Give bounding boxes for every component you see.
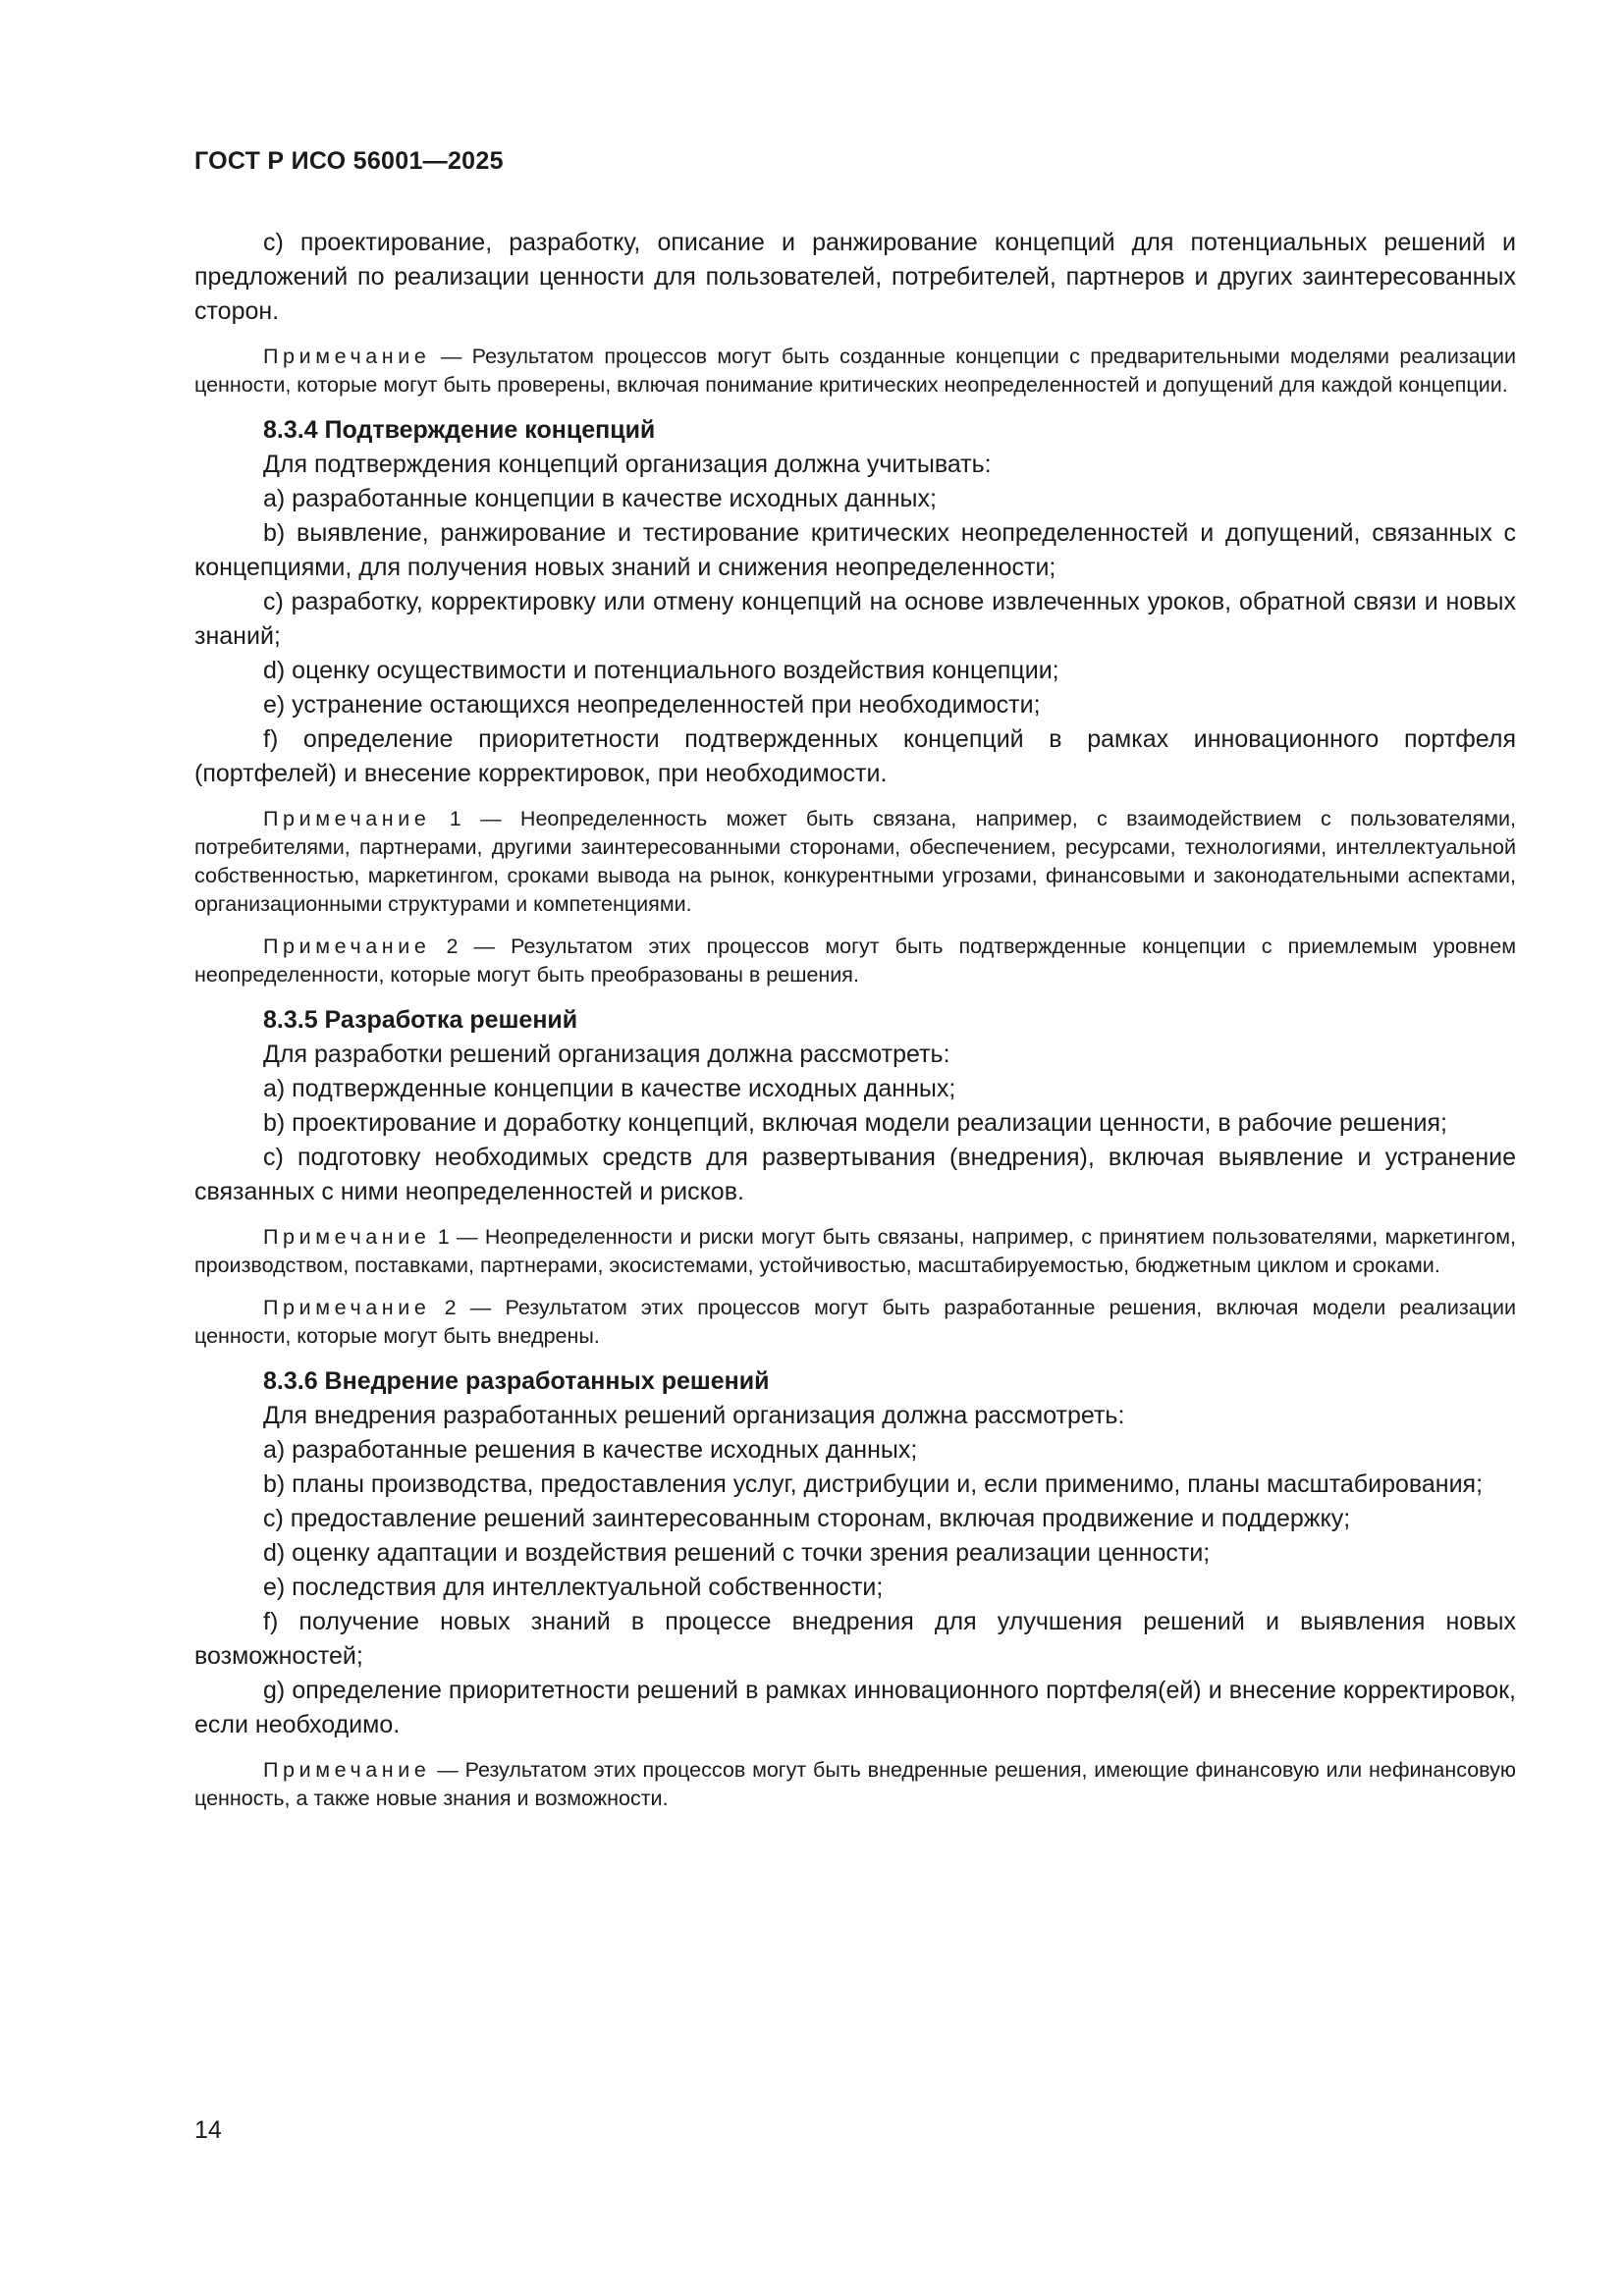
- list-item: e) последствия для интеллектуальной собственности;: [263, 1574, 884, 1601]
- note: [194, 933, 1516, 989]
- section-heading: 8.3.4 Подтверждение концепций: [263, 416, 656, 444]
- list-item: b) планы производства, предоставления услуг, дистрибуции и, если применимо, планы масштабирования;: [263, 1470, 1484, 1498]
- list-item: f) определение приоритетности подтвержденных концепций в рамках инновационного портфеля (портфелей) и внесение корректировок, при необходимости.: [194, 725, 1516, 787]
- note-text: — Результатом этих процессов могут быть внедренные решения, имеющие финансовую или нефинансовую ценность, а также новые знания и возможности.: [194, 1758, 1516, 1810]
- note-label: Примечание: [263, 1225, 431, 1249]
- document-id-header: ГОСТ Р ИСО 56001—2025: [194, 147, 504, 175]
- list-item: a) подтвержденные концепции в качестве исходных данных;: [263, 1075, 956, 1102]
- note: [194, 1294, 1516, 1351]
- note: [194, 805, 1516, 919]
- note-text: — Результатом процессов могут быть созданные концепции с предварительными моделями реализации ценности, которые могут быть проверены, включая понимание критических неопределенностей и допущений для каждой концепции.: [194, 345, 1516, 397]
- list-item: g) определение приоритетности решений в рамках инновационного портфеля(ей) и внесение корректировок, если необходимо.: [194, 1677, 1516, 1738]
- section-heading: 8.3.5 Разработка решений: [263, 1006, 578, 1034]
- note-label: Примечание: [263, 807, 431, 830]
- note-text: 1 — Неопределенности и риски могут быть связаны, например, с принятием пользователями, маркетингом, производством, поставками, партнерами, экосистемами, устойчивостью, масштабируемостью, бюджетным циклом и сроками.: [194, 1225, 1516, 1277]
- page-number: 14: [194, 2116, 222, 2144]
- list-item: b) проектирование и доработку концепций, включая модели реализации ценности, в рабочие решения;: [263, 1109, 1447, 1137]
- note: [194, 1223, 1516, 1280]
- list-item: c) предоставление решений заинтересованным сторонам, включая продвижение и поддержку;: [263, 1505, 1351, 1532]
- note-label: Примечание: [263, 934, 431, 958]
- note-text: 2 — Результатом этих процессов могут быть подтвержденные концепции с приемлемым уровнем неопределенности, которые могут быть преобразованы в решения.: [194, 934, 1516, 987]
- paragraph: Для внедрения разработанных решений организация должна рассмотреть:: [263, 1402, 1125, 1429]
- section-heading: 8.3.6 Внедрение разработанных решений: [263, 1367, 770, 1395]
- note-text: 2 — Результатом этих процессов могут быть разработанные решения, включая модели реализации ценности, которые могут быть внедрены.: [194, 1296, 1516, 1348]
- list-item: e) устранение остающихся неопределенностей при необходимости;: [263, 691, 1041, 719]
- list-item: d) оценку адаптации и воздействия решений с точки зрения реализации ценности;: [263, 1539, 1211, 1567]
- list-item: c) подготовку необходимых средств для развертывания (внедрения), включая выявление и устранение связанных с ними неопределенностей и рисков.: [194, 1144, 1516, 1205]
- list-item: f) получение новых знаний в процессе внедрения для улучшения решений и выявления новых возможностей;: [194, 1608, 1516, 1670]
- note-label: Примечание: [263, 345, 431, 368]
- list-item: b) выявление, ранжирование и тестирование критических неопределенностей и допущений, связанных с концепциями, для получения новых знаний и снижения неопределенности;: [194, 519, 1516, 581]
- list-item: d) оценку осуществимости и потенциального воздействия концепции;: [263, 657, 1059, 684]
- list-item: a) разработанные решения в качестве исходных данных;: [263, 1436, 918, 1464]
- paragraph: Для подтверждения концепций организация должна учитывать:: [263, 451, 992, 478]
- note: [194, 1756, 1516, 1813]
- list-item: [194, 226, 1516, 329]
- list-item: c) разработку, корректировку или отмену концепций на основе извлеченных уроков, обратной связи и новых знаний;: [194, 588, 1516, 650]
- list-item: a) разработанные концепции в качестве исходных данных;: [263, 485, 937, 512]
- main-content: [194, 226, 1516, 1827]
- note-label: Примечание: [263, 1758, 431, 1782]
- note: [194, 343, 1516, 400]
- note-text: 1 — Неопределенность может быть связана, например, с взаимодействием с пользователями, потребителями, партнерами, другими заинтересованными сторонами, обеспечением, ресурсами, технологиями, интеллектуальной собственностью, маркетингом, сроками вывода на рынок, конкурентными угрозами, финансовыми и законодательными аспектами, организационными структурами и компетенциями.: [194, 807, 1516, 916]
- paragraph-text: c) проектирование, разработку, описание и ранжирование концепций для потенциальных решений и предложений по реализации ценности для пользователей, потребителей, партнеров и других заинтересованных сторон.: [194, 229, 1516, 325]
- note-label: Примечание: [263, 1296, 431, 1319]
- paragraph: Для разработки решений организация должна рассмотреть:: [263, 1041, 950, 1068]
